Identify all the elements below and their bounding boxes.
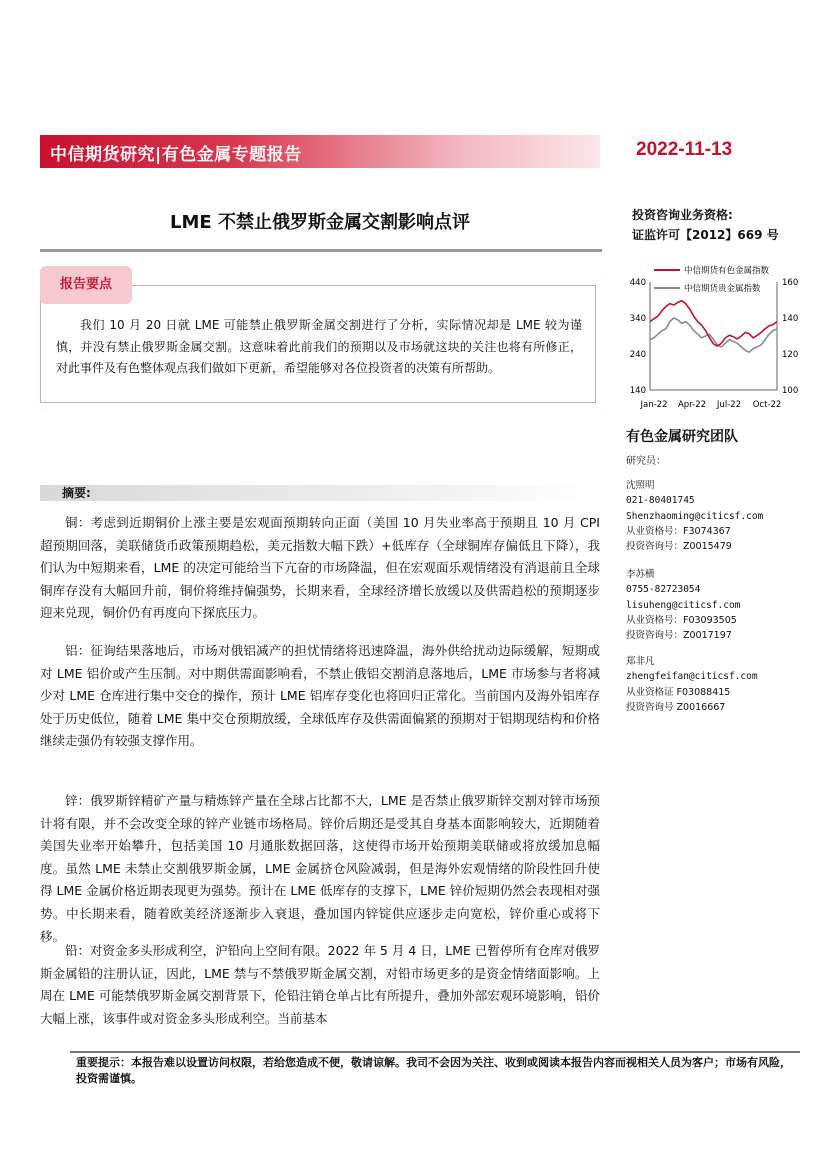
x-tick: Jul-22 — [716, 400, 742, 410]
x-tick: Apr-22 — [677, 400, 707, 410]
legend-label-nonferrous: 中信期货有色金属指数 — [684, 266, 770, 276]
analyst-license: 从业资格证 F03088415 — [626, 686, 731, 698]
analyst-card — [626, 567, 740, 643]
qualification-label: 投资咨询业务资格: — [632, 208, 733, 222]
summary-text: 我们 10 月 20 日就 LME 可能禁止俄罗斯金属交割进行了分析，实际情况却是 LME 较为谨慎，并没有禁止俄罗斯金属交割。这意味着此前我们的预期以及市场就这块的关注也将有所修正，对此事件及有色整体观点我们做如下更新，希望能够对各位投资者的决策有所帮助。 — [56, 318, 582, 375]
paragraph-aluminum: 铝：征询结果落地后，市场对俄铝减产的担忧情绪将迅速降温，海外供给扰动边际缓解，短期或对 LME 铝价或产生压制。对中期供需面影响看，不禁止俄铝交割消息落地后，LME 市场参与者将减少对 LME 仓库进行集中交仓的操作，预计 LME 铝库存变化也将回归正常化。当前国内及海外铝库存处于历史低位，随着 LME 集中交仓预期放缓，全球低库存及供需面偏紧的预期对于铝期现结构和价格继续走强仍有较强支撑作用。 — [40, 643, 600, 749]
y-right-tick: 140 — [782, 314, 799, 324]
analyst-email: lisuheng@citicsf.com — [626, 599, 741, 611]
y-right-tick: 120 — [782, 350, 799, 360]
y-left-tick: 340 — [629, 314, 646, 324]
analyst-email: zhengfeifan@citicsf.com — [626, 671, 758, 683]
paragraph-lead: 铅：对资金多头形成利空，沪铅向上空间有限。2022 年 5 月 4 日，LME 已暂停所有仓库对俄罗斯金属铅的注册认证，因此，LME 禁与不禁俄罗斯金属交割，对铅市场更多的是资金情绪面影响。上周在 LME 可能禁俄罗斯金属交割背景下，伦铅注销仓单占比有所提升，叠加外部宏观环境影响，铅价大幅上涨，该事件或对资金多头形成利空。当前基本 — [40, 943, 600, 1026]
report-date: 2022-11-13 — [636, 139, 733, 160]
analyst-advisory: 投资咨询号：Z0017197 — [626, 630, 732, 642]
team-title: 有色金属研究团队 — [626, 429, 738, 445]
analyst-name: 李苏横 — [626, 569, 655, 580]
abstract-bar — [40, 485, 596, 501]
paragraph-zinc: 锌：俄罗斯锌精矿产量与精炼锌产量在全球占比都不大，LME 是否禁止俄罗斯锌交割对锌市场预计将有限，并不会改变全球的锌产业链市场格局。锌价后期还是受其自身基本面影响较大，近期随着美国失业率开始攀升，包括美国 10 月通胀数据回落，这使得市场开始预期美联储或将放缓加息幅度。虽然 LME 未禁止交割俄罗斯金属，LME 金属挤仓风险减弱，但是海外宏观情绪的阶段性回升使得 LME 金属价格近期表现更为强势。预计在 LME 低库存的支撑下，LME 锌价短期仍然会表现相对强势。中长期来看，随着欧美经济逐渐步入衰退，叠加国内锌锭供应逐步走向宽松，锌价重心或将下移。 — [40, 793, 600, 944]
license-number: 证监许可【2012】669 号 — [632, 228, 779, 242]
abstract-heading: 摘要: — [62, 486, 91, 500]
analyst-name: 郑非凡 — [626, 656, 655, 667]
analyst-phone: 0755-82723054 — [626, 584, 701, 596]
paragraph-copper: 铜：考虑到近期铜价上涨主要是宏观面预期转向正面（美国 10 月失业率高于预期且 10 月 CPI 超预期回落，美联储货币政策预期趋松，美元指数大幅下跌）+低库存（全球铜库存偏低且下降），我们认为中短期来看，LME 的决定可能给当下亢奋的市场降温，但在宏观面乐观情绪没有消退前且全球铜库存没有大幅回升前，铜价将维持偏强势，长期来看，全球经济增长放缓以及供需趋松的预期逐步迎来兑现，铜价仍有再度向下探底压力。 — [40, 515, 600, 621]
index-chart — [622, 262, 808, 412]
title-divider — [40, 249, 602, 252]
footer-note: 重要提示：本报告难以设置访问权限，若给您造成不便，敬请谅解。我司不会因为关注、收到或阅读本报告内容而视相关人员为客户；市场有风险，投资需谨慎。 — [76, 1056, 791, 1085]
analyst-license: 从业资格号：F3074367 — [626, 525, 731, 537]
analyst-name: 沈照明 — [626, 480, 655, 491]
legend-label-precious: 中信期货贵金属指数 — [684, 284, 761, 294]
analyst-card — [626, 654, 758, 715]
y-right-tick: 100 — [782, 386, 799, 396]
summary-tag: 报告要点 — [40, 266, 132, 304]
y-left-tick: 440 — [629, 278, 646, 288]
page-title: LME 不禁止俄罗斯金属交割影响点评 — [170, 212, 470, 233]
report-brand: 中信期货研究|有色金属专题报告 — [50, 145, 302, 165]
y-right-tick: 160 — [782, 278, 799, 288]
y-left-tick: 240 — [629, 350, 646, 360]
y-left-tick: 140 — [629, 386, 646, 396]
researcher-label: 研究员： — [626, 456, 666, 467]
analyst-advisory: 投资咨询号：Z0015479 — [626, 541, 732, 553]
analyst-email: Shenzhaoming@citicsf.com — [626, 510, 764, 522]
x-tick: Oct-22 — [752, 400, 782, 410]
analyst-license: 从业资格号：F03093505 — [626, 614, 737, 626]
analyst-card — [626, 478, 763, 554]
analyst-phone: 021-80401745 — [626, 495, 695, 507]
analyst-advisory: 投资咨询号 Z0016667 — [626, 701, 726, 713]
x-tick: Jan-22 — [640, 400, 668, 410]
footer-divider — [70, 1051, 800, 1053]
